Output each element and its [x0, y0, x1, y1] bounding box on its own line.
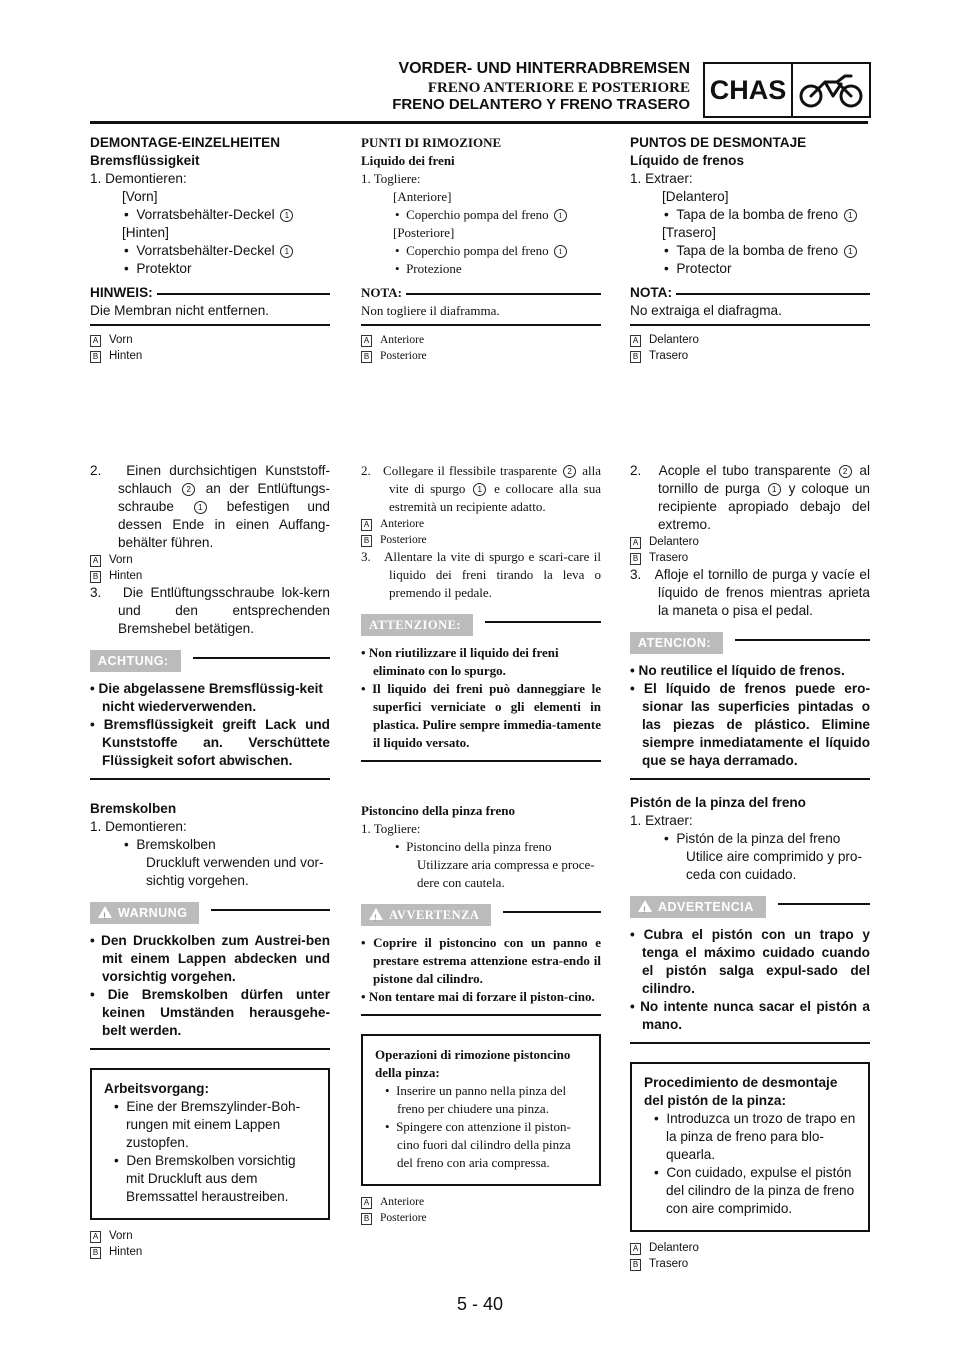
it-piston-title: Pistoncino della pinza freno [361, 803, 515, 818]
de-legend-b: B Hinten [90, 348, 330, 364]
de-legend-a: A Vorn [90, 332, 330, 348]
it-item-rear: • Coperchio pompa del freno 1 [361, 242, 601, 260]
it-piston-step-1: 1. Togliere: [361, 821, 421, 836]
es-box-title: Procedimiento de desmontaje del pistón de la pinza: [644, 1075, 838, 1108]
it-note-title: NOTA: [361, 284, 601, 302]
it-note-text: Non togliere il diaframma. [361, 303, 500, 318]
es-caution-1: • No reutilice el líquido de frenos. [630, 663, 845, 678]
de-item-rear: • Vorratsbehälter-Deckel 1 [90, 242, 330, 260]
it-front-label: [Anteriore] [393, 189, 452, 204]
it-item-front: • Coperchio pompa del freno 1 [361, 206, 601, 224]
es-step-3: 3. Afloje el tornillo de purga y vacíe el líquido de frenos mientras aprieta la maneta o pisa el pedal. [630, 567, 870, 618]
de-warning-2: • Die Bremskolben dürfen unter keinen Umständen herausgehe-belt werden. [90, 987, 330, 1038]
de-warning-1: • Den Druckkolben zum Austrei-ben mit einem Lappen abdecken und vorsichtig vorgehen. [90, 933, 330, 984]
header-title-es: FRENO DELANTERO Y FRENO TRASERO [392, 96, 690, 113]
header-rule [90, 121, 868, 124]
it-warning-2: • Non tentare mai di forzare il piston-cino. [361, 989, 595, 1004]
it-legend-b-3: B Posteriore [361, 1210, 601, 1226]
de-legend-a-3: A Vorn [90, 1228, 330, 1244]
de-box-title: Arbeitsvorgang: [104, 1081, 209, 1096]
es-warning-2: • No intente nunca sacar el pistón a mano. [630, 999, 870, 1032]
it-section-title: PUNTI DI RIMOZIONE [361, 135, 502, 150]
es-legend-a-2: A Delantero [630, 534, 870, 550]
de-caution-header: ACHTUNG: [90, 650, 330, 672]
de-piston-item: • Bremskolben [124, 837, 216, 852]
es-step-1: 1. Extraer: [630, 171, 693, 186]
es-caution-2: • El líquido de frenos puede ero-sionar las superficies pintadas o las piezas de plástico. Elimine siempre inmediatamente el líquido que se haya derramado. [630, 681, 870, 768]
de-item-front: • Vorratsbehälter-Deckel 1 [90, 206, 330, 224]
de-subtitle: Bremsflüssigkeit [90, 153, 200, 168]
it-legend-a: A Anteriore [361, 332, 601, 348]
it-rear-label: [Posteriore] [393, 225, 455, 240]
section-label: CHAS [705, 64, 793, 116]
it-box-1: • Inserire un panno nella pinza del freno per chiudere una pinza. [385, 1083, 567, 1116]
es-piston-title: Pistón de la pinza del freno [630, 795, 806, 810]
it-piston-item: • Pistoncino della pinza freno [395, 839, 552, 854]
header-title-de: VORDER- UND HINTERRADBREMSEN [398, 60, 690, 77]
de-legend-a-2: A Vorn [90, 552, 330, 568]
de-step-2: 2. Einen durchsichtigen Kunststoff-schlauch 2 an der Entlüftungs-schraube 1 befestigen und dessen Ende in einen Auffang-behälter führen. [90, 463, 331, 550]
it-caution-2: • Il liquido dei freni può danneggiare le superfici verniciate o gli elementi in plastica. Pulire sempre immedia-tamente il liquido versato. [361, 681, 601, 750]
de-note-title: HINWEIS: [90, 284, 330, 302]
es-legend-a: A Delantero [630, 332, 870, 348]
it-step-1: 1. Togliere: [361, 171, 421, 186]
de-box-1: • Eine der Bremszylinder-Boh-rungen mit einem Lappen zustopfen. [114, 1099, 301, 1150]
de-caution-2: • Bremsflüssigkeit greift Lack und Kunststoffe an. Verschüttete Flüssigkeit sofort abwischen. [90, 717, 330, 768]
section-badge [703, 62, 871, 118]
column-de-bottom [90, 462, 330, 1260]
es-section-title: PUNTOS DE DESMONTAJE [630, 135, 807, 150]
de-procedure-box [90, 1068, 330, 1220]
de-item-rear-2: • Protektor [124, 261, 192, 276]
es-item-rear: • Tapa de la bomba de freno 1 [630, 242, 870, 260]
page-number: 5 - 40 [456, 1294, 504, 1314]
it-legend-b-2: B Posteriore [361, 532, 601, 548]
de-piston-title: Bremskolben [90, 801, 177, 816]
de-legend-b-2: B Hinten [90, 568, 330, 584]
es-legend-b: B Trasero [630, 348, 870, 364]
es-step-2: 2. Acople el tubo transparente 2 al tornillo de purga 1 y coloque un recipiente apropiado debajo del extremo. [630, 463, 870, 532]
de-warning-header: !WARNUNG [90, 902, 330, 924]
es-rear-label: [Trasero] [662, 225, 716, 240]
es-note-title: NOTA: [630, 284, 870, 302]
column-it-bottom [361, 462, 601, 1226]
es-warning-header: !ADVERTENCIA [630, 896, 870, 918]
column-de-top [90, 134, 330, 364]
it-step-3: 3. Allentare la vite di spurgo e scari-care il liquido dei freni tirando la leva o premendo il pedale. [361, 549, 602, 600]
it-box-2: • Spingere con attenzione il piston-cino fuori dal cilindro della pinza del freno con aria compressa. [385, 1119, 571, 1170]
de-step-1: 1. Demontieren: [90, 171, 187, 186]
it-item-rear-2: • Protezione [395, 261, 462, 276]
de-box-2: • Den Bremskolben vorsichtig mit Druckluft aus dem Bremssattel heraustreiben. [114, 1153, 296, 1204]
column-es-top [630, 134, 870, 364]
it-piston-note: Utilizzare aria compressa e proce-dere con cautela. [417, 857, 595, 890]
es-subtitle: Líquido de frenos [630, 153, 745, 168]
it-warning-1: • Coprire il pistoncino con un panno e prestare estrema attenzione estra-endo il pistone dal cilindro. [361, 935, 601, 986]
es-piston-note: Utilice aire comprimido y pro-ceda con cuidado. [686, 849, 863, 882]
de-note-text: Die Membran nicht entfernen. [90, 303, 270, 318]
de-front-label: [Vorn] [122, 189, 158, 204]
es-box-1: • Introduzca un trozo de trapo en la pinza de freno para blo-quearla. [654, 1111, 856, 1162]
es-item-front: • Tapa de la bomba de freno 1 [630, 206, 870, 224]
it-caution-1: • Non riutilizzare il liquido dei freni eliminato con lo spurgo. [361, 645, 559, 678]
es-caution-header: ATENCION: [630, 632, 870, 654]
es-piston-item: • Pistón de la pinza del freno [664, 831, 841, 846]
it-legend-a-3: A Anteriore [361, 1194, 601, 1210]
de-caution-1: • Die abgelassene Bremsflüssig-keit nicht wiederverwenden. [90, 681, 323, 714]
es-legend-b-3: B Trasero [630, 1256, 870, 1272]
de-piston-note: Druckluft verwenden und vor-sichtig vorgehen. [146, 855, 324, 888]
column-es-bottom [630, 462, 870, 1272]
es-box-2: • Con cuidado, expulse el pistón del cilindro de la pinza de freno con aire comprimido. [654, 1165, 855, 1216]
es-procedure-box [630, 1062, 870, 1232]
de-section-title: DEMONTAGE-EINZELHEITEN [90, 135, 281, 150]
de-piston-step-1: 1. Demontieren: [90, 819, 187, 834]
es-warning-1: • Cubra el pistón con un trapo y tenga el máximo cuidado cuando el pistón salga expul-sado del cilindro. [630, 927, 870, 996]
es-note-text: No extraiga el diafragma. [630, 303, 782, 318]
it-step-2: 2. Collegare il flessibile trasparente 2 alla vite di spurgo 1 e collocare alla sua estremità un recipiente adatto. [361, 463, 602, 514]
it-procedure-box [361, 1034, 601, 1186]
es-legend-a-3: A Delantero [630, 1240, 870, 1256]
es-item-rear-2: • Protector [664, 261, 732, 276]
it-caution-header: ATTENZIONE: [361, 614, 601, 636]
es-legend-b-2: B Trasero [630, 550, 870, 566]
es-piston-step-1: 1. Extraer: [630, 813, 693, 828]
de-step-3: 3. Die Entlüftungsschraube lok-kern und den entsprechenden Bremshebel betätigen. [90, 585, 330, 636]
it-legend-a-2: A Anteriore [361, 516, 601, 532]
header-title-it: FRENO ANTERIORE E POSTERIORE [427, 80, 690, 96]
it-box-title: Operazioni di rimozione pistoncino della pinza: [375, 1047, 571, 1080]
it-legend-b: B Posteriore [361, 348, 601, 364]
motorcycle-icon [793, 64, 869, 116]
it-warning-header: !AVVERTENZA [361, 904, 601, 926]
es-front-label: [Delantero] [662, 189, 729, 204]
de-legend-b-3: B Hinten [90, 1244, 330, 1260]
column-it-top [361, 134, 601, 364]
de-rear-label: [Hinten] [122, 225, 169, 240]
it-subtitle: Liquido dei freni [361, 153, 455, 168]
